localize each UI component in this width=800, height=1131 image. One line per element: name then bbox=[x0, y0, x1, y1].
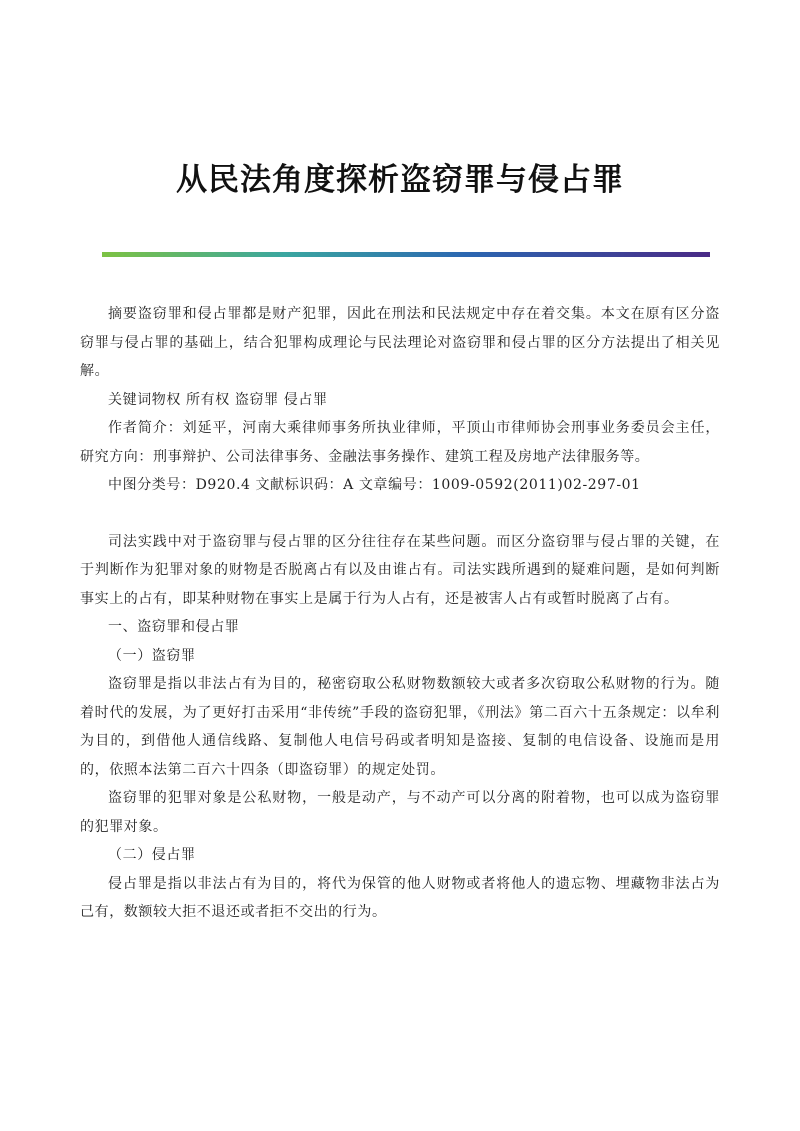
theft-paragraph-2: 盗窃罪的犯罪对象是公私财物，一般是动产，与不动产可以分离的附着物，也可以成为盗窃罪的犯罪对象。 bbox=[80, 790, 720, 835]
intro-paragraph: 司法实践中对于盗窃罪与侵占罪的区分往往存在某些问题。而区分盗窃罪与侵占罪的关键，在于判断作为犯罪对象的财物是否脱离占有以及由谁占有。司法实践所遇到的疑难问题，是如何判断事实上的占有，即某种财物在事实上是属于行为人占有，还是被害人占有或暂时脱离了占有。 bbox=[80, 533, 720, 607]
embezzlement-paragraph-1: 侵占罪是指以非法占有为目的，将代为保管的他人财物或者将他人的遗忘物、埋藏物非法占为己有，数额较大拒不退还或者拒不交出的行为。 bbox=[80, 875, 720, 920]
keywords-paragraph: 关键词物权 所有权 盗窃罪 侵占罪 bbox=[108, 391, 328, 408]
theft-paragraph-1: 盗窃罪是指以非法占有为目的，秘密窃取公私财物数额较大或者多次窃取公私财物的行为。随着时代的发展，为了更好打击采用“非传统”手段的盗窃犯罪，《刑法》第二百六十五条规定：以牟利为目的，到借他人通信线路、复制他人电信号码或者明知是盗接、复制的电信设备、设施而是用的，依照本法第二百六十四条（即盗窃罪）的规定处罚。 bbox=[80, 676, 720, 778]
page-title: 从民法角度探析盗窃罪与侵占罪 bbox=[176, 162, 624, 198]
subsection-heading-theft: （一）盗窃罪 bbox=[108, 647, 196, 664]
author-paragraph: 作者简介：刘延平，河南大乘律师事务所执业律师，平顶山市律师协会刑事业务委员会主任，研究方向：刑事辩护、公司法律事务、金融法事务操作、建筑工程及房地产法律服务等。 bbox=[80, 420, 720, 465]
subsection-heading-embezzlement: （二）侵占罪 bbox=[108, 847, 196, 863]
title-divider bbox=[102, 252, 710, 257]
document-body bbox=[80, 300, 720, 927]
abstract-paragraph: 摘要盗窃罪和侵占罪都是财产犯罪，因此在刑法和民法规定中存在着交集。本文在原有区分盗窃罪与侵占罪的基础上，结合犯罪构成理论与民法理论对盗窃罪和侵占罪的区分方法提出了相关见解。 bbox=[80, 306, 720, 379]
classification-paragraph: 中图分类号：D920.4 文献标识码：A 文章编号：1009-0592(2011)02-297-01 bbox=[108, 477, 641, 493]
section-heading: 一、盗窃罪和侵占罪 bbox=[108, 619, 240, 635]
